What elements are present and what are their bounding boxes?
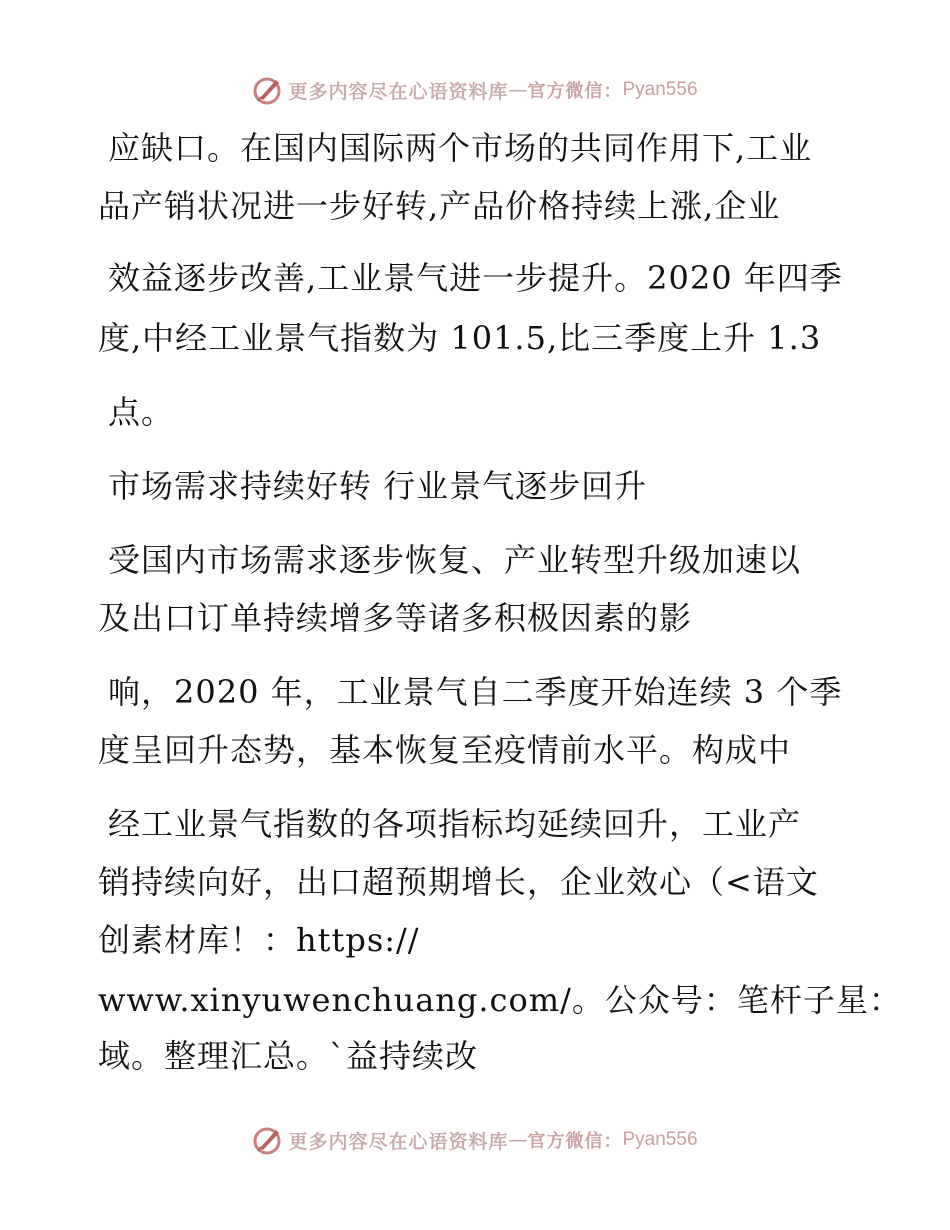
watermark-wechat-id: Pyan556	[622, 1129, 698, 1150]
quill-logo-icon	[252, 1124, 284, 1156]
text-line: 点。	[108, 393, 175, 431]
watermark-footer	[0, 1120, 950, 1160]
section-heading: 市场需求持续好转 行业景气逐步回升	[108, 467, 648, 505]
watermark-separator: —	[508, 1129, 528, 1151]
text-line: 品产销状况进一步好转,产品价格持续上涨,企业	[98, 187, 781, 225]
text-line: 响，2020 年，工业景气自二季度开始连续 3 个季	[108, 673, 843, 711]
text-line: 受国内市场需求逐步恢复、产业转型升级加速以	[108, 541, 802, 579]
text-line: 度,中经工业景气指数为 101.5,比三季度上升 1.3	[98, 319, 822, 357]
watermark-main-text: 更多内容尽在心语资料库	[288, 1130, 509, 1153]
watermark-header	[0, 70, 950, 110]
watermark-wechat-label: 官方微信：	[527, 1131, 623, 1152]
watermark-separator: —	[508, 79, 528, 101]
text-line: 度呈回升态势，基本恢复至疫情前水平。构成中	[98, 731, 792, 769]
text-line: 应缺口。在国内国际两个市场的共同作用下,工业	[108, 129, 813, 167]
watermark-wechat-id: Pyan556	[622, 79, 698, 100]
text-line: 效益逐步改善,工业景气进一步提升。2020 年四季	[108, 259, 843, 297]
watermark-wechat-label: 官方微信：	[527, 81, 623, 102]
text-line: 域。整理汇总。`益持续改	[98, 1037, 479, 1075]
text-line: 创素材库！：https://	[98, 921, 420, 959]
text-line: www.xinyuwenchuang.com/。公众号：笔杆子星：	[98, 981, 902, 1019]
text-line: 销持续向好，出口超预期增长，企业效心（<语文	[98, 863, 819, 901]
text-line: 经工业景气指数的各项指标均延续回升，工业产	[108, 805, 802, 843]
text-line: 及出口订单持续增多等诸多积极因素的影	[98, 599, 693, 637]
quill-logo-icon	[252, 74, 284, 106]
watermark-main-text: 更多内容尽在心语资料库	[288, 80, 509, 103]
